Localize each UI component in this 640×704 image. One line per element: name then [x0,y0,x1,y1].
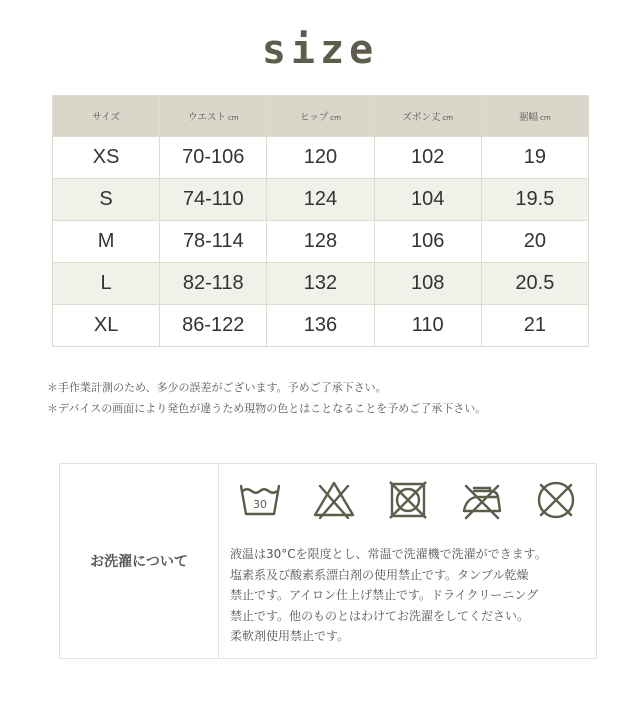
wash-temp: 30 [253,498,267,511]
header-cell: ズボン丈 cm [374,96,481,137]
note-line: ＊手作業計測のため、多少の誤差がございます。予めご了承下さい。 [47,381,387,394]
table-cell: 108 [374,263,481,305]
wash-30-icon [238,478,282,522]
no-tumble-dry-icon [386,478,430,522]
table-row [53,263,589,305]
notes [47,377,486,419]
no-dry-clean-icon [534,478,578,522]
table-header-row [53,96,589,137]
table-cell: 20 [481,221,588,263]
table-cell: L [53,263,160,305]
table-cell: 124 [267,179,374,221]
table-row [53,305,589,347]
care-text-line: 禁止です。アイロン仕上げ禁止です。ドライクリーニング [230,588,539,602]
header-cell: ウエスト cm [160,96,267,137]
header-cell: ヒップ cm [267,96,374,137]
table-cell: 120 [267,137,374,179]
table-cell: XS [53,137,160,179]
care-text-line: 柔軟剤使用禁止です。 [230,629,350,643]
table-cell: 74-110 [160,179,267,221]
care-icons [238,478,578,526]
table-cell: 78-114 [160,221,267,263]
care-text-line: 禁止です。他のものとはわけてお洗濯をしてください。 [230,608,530,623]
note-line: ＊デバイスの画面により発色が違うため現物の色とはことなることを予めご了承下さい。 [47,402,487,415]
table-row [53,221,589,263]
care-label: お洗濯について [60,464,219,658]
table-cell: M [53,221,160,263]
table-cell: 70-106 [160,137,267,179]
page-title: size [261,27,379,73]
table-cell: 19 [481,137,588,179]
table-cell: 128 [267,221,374,263]
table-cell: 102 [374,137,481,179]
no-iron-icon [460,478,504,522]
table-cell: 20.5 [481,263,588,305]
table-cell: 132 [267,263,374,305]
table-cell: S [53,179,160,221]
care-box [59,463,597,659]
care-instructions [230,544,590,647]
table-row [53,179,589,221]
table-cell: 104 [374,179,481,221]
no-bleach-icon [312,478,356,522]
header-cell: 裾幅 cm [481,96,588,137]
care-text-line: 液温は30°Cを限度とし、常温で洗濯機で洗濯ができます。 [230,547,547,561]
table-row [53,137,589,179]
table-cell: 110 [374,305,481,347]
table-cell: 106 [374,221,481,263]
table-cell: 82-118 [160,263,267,305]
care-text-line: 塩素系及び酸素系漂白剤の使用禁止です。タンブル乾燥 [230,567,529,582]
header-cell: サイズ [53,96,160,137]
size-table [52,95,589,347]
table-cell: 86-122 [160,305,267,347]
table-cell: 21 [481,305,588,347]
table-cell: 136 [267,305,374,347]
table-cell: 19.5 [481,179,588,221]
table-cell: XL [53,305,160,347]
